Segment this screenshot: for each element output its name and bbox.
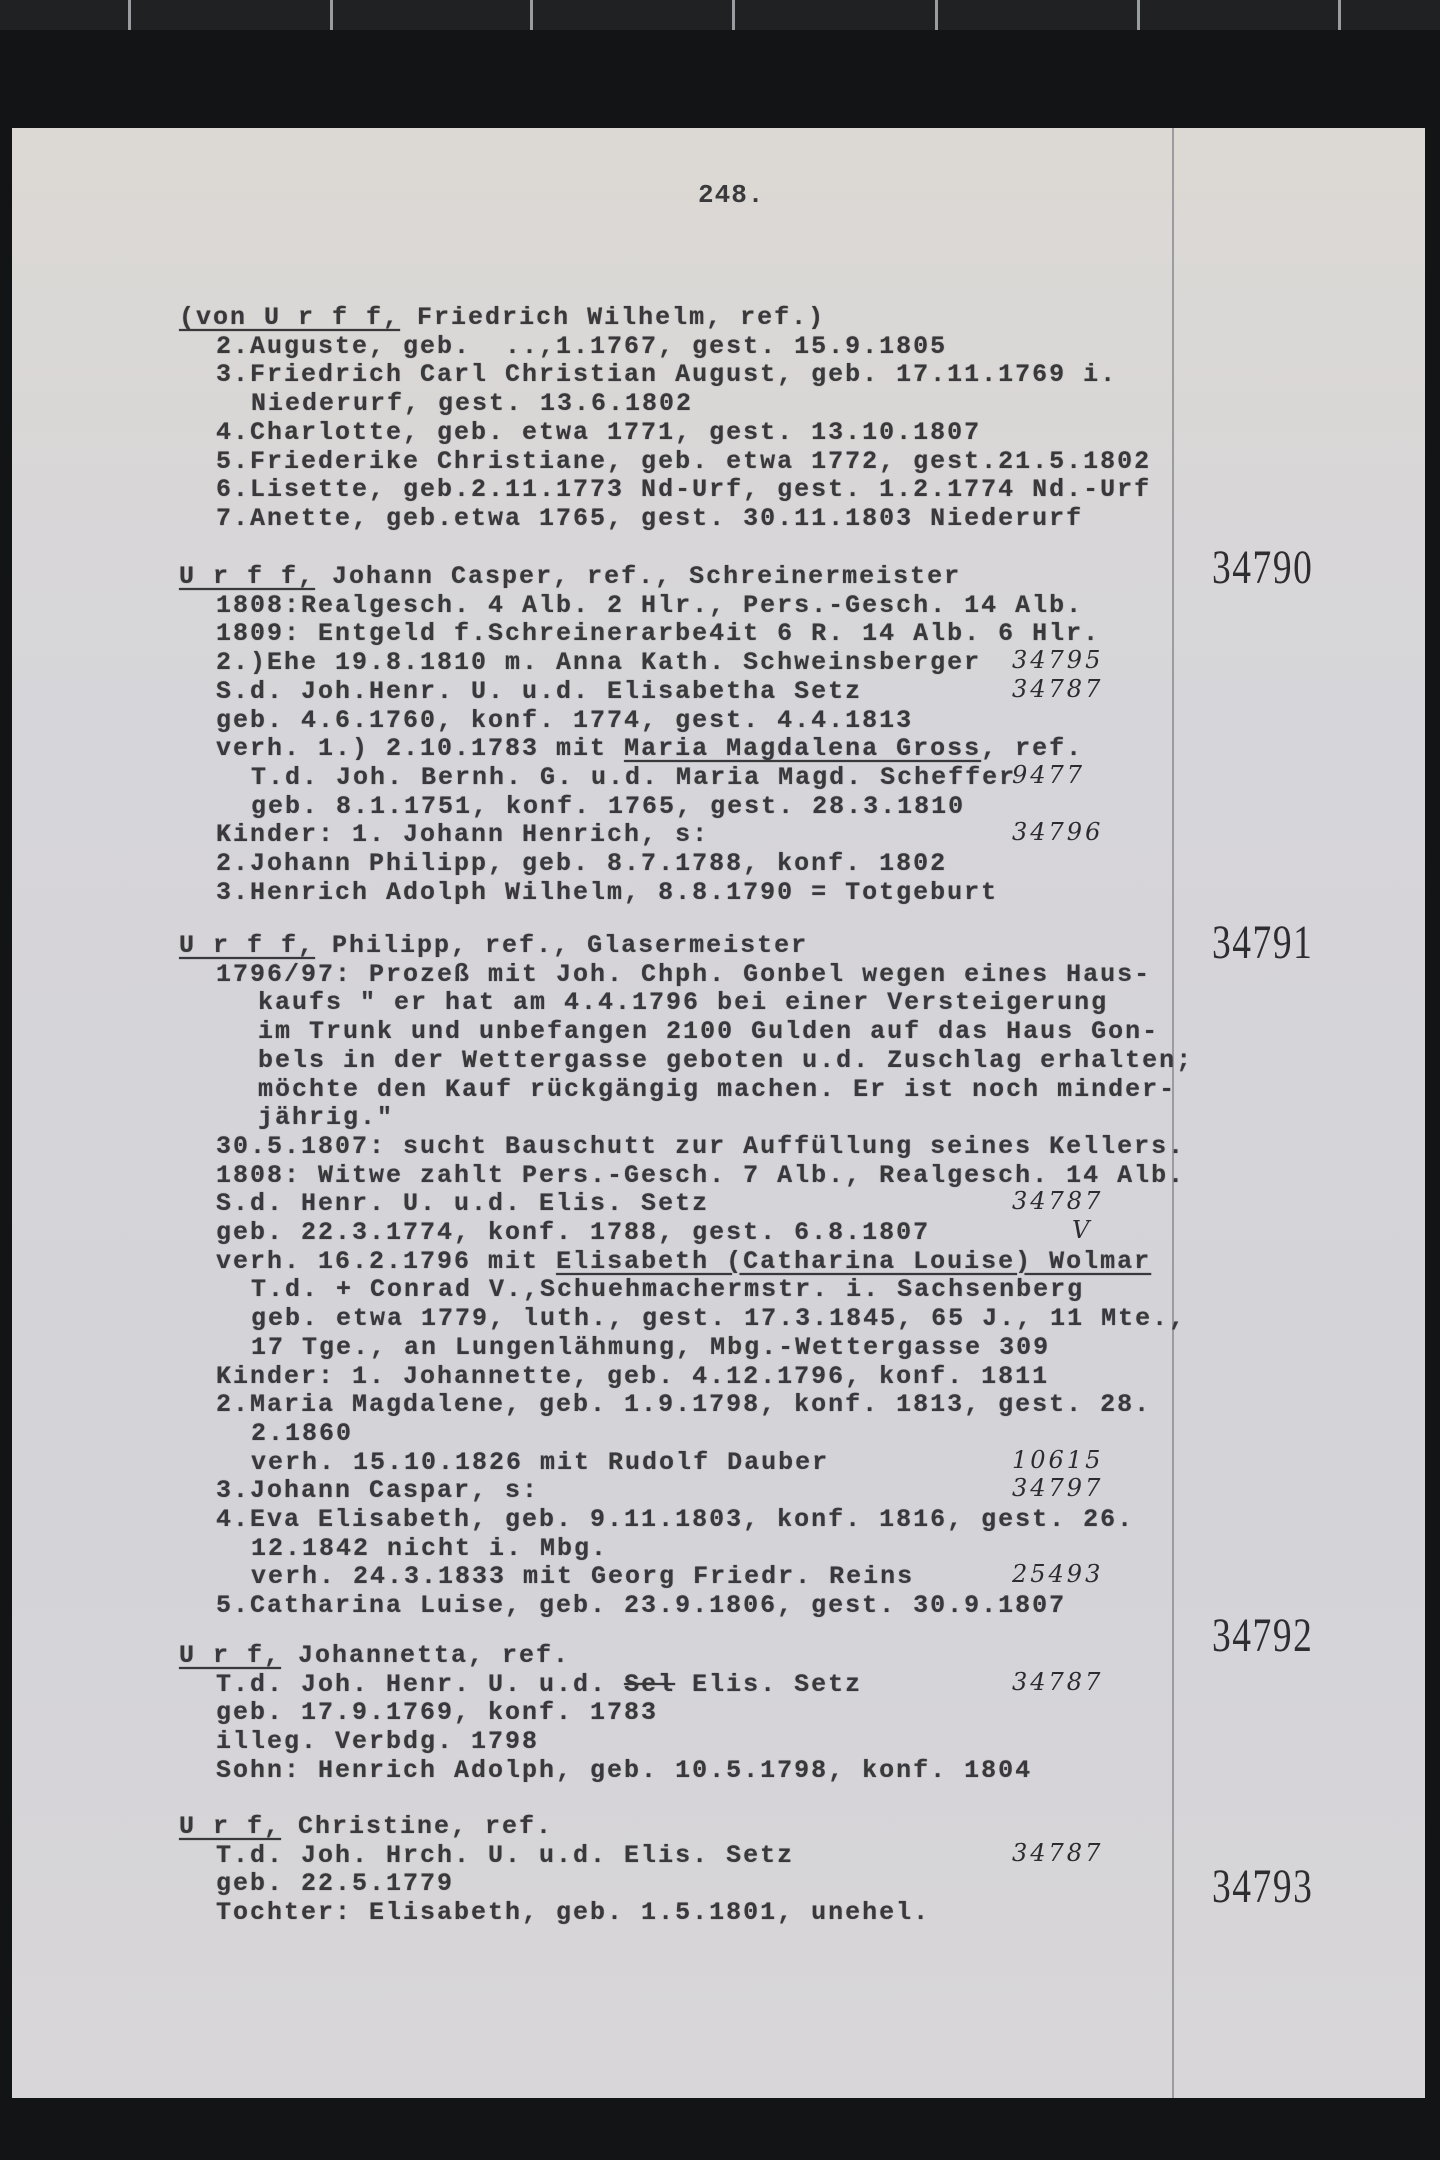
entry-heading: U r f f, Johann Casper, ref., Schreinermeister xyxy=(179,562,962,591)
entry-line: 4.Charlotte, geb. etwa 1771, gest. 13.10.1807 xyxy=(216,417,982,447)
entry-line: Tochter: Elisabeth, geb. 1.5.1801, unehel. xyxy=(216,1898,931,1928)
entry-line: S.d. Joh.Henr. U. u.d. Elisabetha Setz xyxy=(216,676,863,706)
margin-reference-number: 34792 xyxy=(1212,1609,1314,1662)
entry-line: T.d. Joh. Henr. U. u.d. Sel Elis. Setz xyxy=(216,1669,863,1699)
entry-line: 3.Henrich Adolph Wilhelm, 8.8.1790 = Totgeburt xyxy=(216,877,999,907)
entry-line: Kinder: 1. Johannette, geb. 4.12.1796, konf. 1811 xyxy=(216,1361,1050,1391)
entry-line: geb. 8.1.1751, konf. 1765, gest. 28.3.1810 xyxy=(251,791,966,821)
entry-line: 1809: Entgeld f.Schreinerarbe4it 6 R. 14 Alb. 6 Hlr. xyxy=(216,619,1101,649)
page-number: 248. xyxy=(698,180,765,210)
entry-line: verh. 15.10.1826 mit Rudolf Dauber xyxy=(251,1447,830,1477)
handwritten-reference-note: 34797 xyxy=(1012,1474,1104,1503)
handwritten-reference-note: 34787 xyxy=(1012,1838,1104,1867)
entry-line: 2.)Ehe 19.8.1810 m. Anna Kath. Schweinsberger xyxy=(216,648,982,678)
entry-line: 17 Tge., an Lungenlähmung, Mbg.-Wettergasse 309 xyxy=(251,1332,1051,1362)
handwritten-reference-note: 34787 xyxy=(1012,1187,1104,1216)
entry-line: 2.Auguste, geb. ..,1.1767, gest. 15.9.1805 xyxy=(216,331,948,361)
document-page xyxy=(12,128,1425,2098)
entry-line: Sohn: Henrich Adolph, geb. 10.5.1798, konf. 1804 xyxy=(216,1755,1033,1785)
handwritten-reference-note: 34796 xyxy=(1012,818,1104,847)
margin-reference-number: 34790 xyxy=(1212,541,1314,594)
handwritten-reference-note: 9477 xyxy=(1012,760,1086,789)
entry-line: 3.Johann Caspar, s: xyxy=(216,1476,540,1506)
handwritten-reference-note: 34787 xyxy=(1012,1667,1104,1696)
margin-rule xyxy=(1172,128,1174,2098)
handwritten-reference-note: 25493 xyxy=(1012,1560,1104,1589)
entry-line: 12.1842 nicht i. Mbg. xyxy=(251,1533,609,1563)
entry-line: illeg. Verbdg. 1798 xyxy=(216,1727,540,1757)
entry-line: 5.Friederike Christiane, geb. etwa 1772, gest.21.5.1802 xyxy=(216,446,1152,476)
entry-line: im Trunk und unbefangen 2100 Gulden auf das Haus Gon- xyxy=(258,1017,1160,1047)
struck-text: Sel xyxy=(624,1669,676,1699)
entry-line: 1796/97: Prozeß mit Joh. Chph. Gonbel wegen eines Haus- xyxy=(216,959,1152,989)
entry-line: 30.5.1807: sucht Bauschutt zur Auffüllung seines Kellers. xyxy=(216,1131,1186,1161)
entry-heading: U r f, Johannetta, ref. xyxy=(179,1641,571,1670)
entry-line: 2.Johann Philipp, geb. 8.7.1788, konf. 1802 xyxy=(216,849,948,878)
entry-line: 2.1860 xyxy=(251,1418,354,1448)
underlined-name: (von U r f f, xyxy=(179,303,401,332)
scanner-top-strip xyxy=(0,0,1440,30)
entry-line: 7.Anette, geb.etwa 1765, gest. 30.11.1803 Niederurf xyxy=(216,503,1084,533)
entry-heading: U r f f, Philipp, ref., Glasermeister xyxy=(179,931,809,960)
entry-line: kaufs " er hat am 4.4.1796 bei einer Versteigerung xyxy=(258,988,1109,1018)
entry-line: verh. 24.3.1833 mit Georg Friedr. Reins xyxy=(251,1562,915,1592)
underlined-name: U r f, xyxy=(179,1641,282,1670)
underlined-name: Elisabeth (Catharina Louise) Wolmar xyxy=(556,1246,1152,1276)
ruler-tick xyxy=(1137,0,1140,30)
entry-line: Niederurf, gest. 13.6.1802 xyxy=(251,389,694,419)
margin-reference-number: 34791 xyxy=(1212,916,1314,969)
handwritten-reference-note: V xyxy=(1072,1216,1093,1244)
entry-line: 6.Lisette, geb.2.11.1773 Nd-Urf, gest. 1.2.1774 Nd.-Urf xyxy=(216,475,1152,505)
ruler-tick xyxy=(530,0,533,30)
ruler-tick xyxy=(732,0,735,30)
entry-line: T.d. + Conrad V.,Schuehmachermstr. i. Sachsenberg xyxy=(251,1275,1085,1305)
entry-line: 3.Friedrich Carl Christian August, geb. 17.11.1769 i. xyxy=(216,360,1118,390)
handwritten-reference-note: 10615 xyxy=(1012,1445,1104,1474)
entry-line: geb. 17.9.1769, konf. 1783 xyxy=(216,1698,659,1728)
entry-line: Kinder: 1. Johann Henrich, s: xyxy=(216,820,710,850)
underlined-name: U r f, xyxy=(179,1812,282,1841)
entry-line: S.d. Henr. U. u.d. Elis. Setz xyxy=(216,1189,710,1219)
handwritten-reference-note: 34787 xyxy=(1012,674,1104,703)
entry-line: geb. etwa 1779, luth., gest. 17.3.1845, 65 J., 11 Mte., xyxy=(251,1304,1187,1334)
underlined-name: Maria Magdalena Gross xyxy=(624,734,982,764)
entry-line: 4.Eva Elisabeth, geb. 9.11.1803, konf. 1816, gest. 26. xyxy=(216,1505,1135,1534)
entry-line: geb. 4.6.1760, konf. 1774, gest. 4.4.1813 xyxy=(216,705,914,735)
entry-heading: U r f, Christine, ref. xyxy=(179,1812,554,1841)
entry-line: jährig." xyxy=(258,1103,395,1133)
margin-reference-number: 34793 xyxy=(1212,1860,1314,1913)
entry-line: geb. 22.5.1779 xyxy=(216,1869,455,1899)
ruler-tick xyxy=(330,0,333,30)
ruler-tick xyxy=(935,0,938,30)
entry-heading: (von U r f f, Friedrich Wilhelm, ref.) xyxy=(179,303,826,332)
underlined-name: U r f f, xyxy=(179,562,316,591)
entry-line: möchte den Kauf rückgängig machen. Er ist noch minder- xyxy=(258,1074,1177,1104)
entry-line: T.d. Joh. Bernh. G. u.d. Maria Magd. Scheffer xyxy=(251,762,1017,792)
ruler-tick xyxy=(128,0,131,30)
entry-line: verh. 16.2.1796 mit Elisabeth (Catharina Louise) Wolmar xyxy=(216,1246,1152,1276)
entry-line: verh. 1.) 2.10.1783 mit Maria Magdalena Gross, ref. xyxy=(216,734,1084,764)
underlined-name: U r f f, xyxy=(179,931,316,960)
entry-line: 5.Catharina Luise, geb. 23.9.1806, gest. 30.9.1807 xyxy=(216,1591,1067,1621)
handwritten-reference-note: 34795 xyxy=(1012,646,1104,675)
entry-line: 2.Maria Magdalene, geb. 1.9.1798, konf. 1813, gest. 28. xyxy=(216,1390,1152,1420)
entry-line: T.d. Joh. Hrch. U. u.d. Elis. Setz xyxy=(216,1840,795,1870)
entry-line: bels in der Wettergasse geboten u.d. Zuschlag erhalten; xyxy=(258,1045,1194,1075)
ruler-tick xyxy=(1338,0,1341,30)
entry-line: 1808: Witwe zahlt Pers.-Gesch. 7 Alb., Realgesch. 14 Alb. xyxy=(216,1160,1186,1190)
entry-line: 1808:Realgesch. 4 Alb. 2 Hlr., Pers.-Gesch. 14 Alb. xyxy=(216,590,1084,620)
entry-line: geb. 22.3.1774, konf. 1788, gest. 6.8.1807 xyxy=(216,1218,931,1247)
